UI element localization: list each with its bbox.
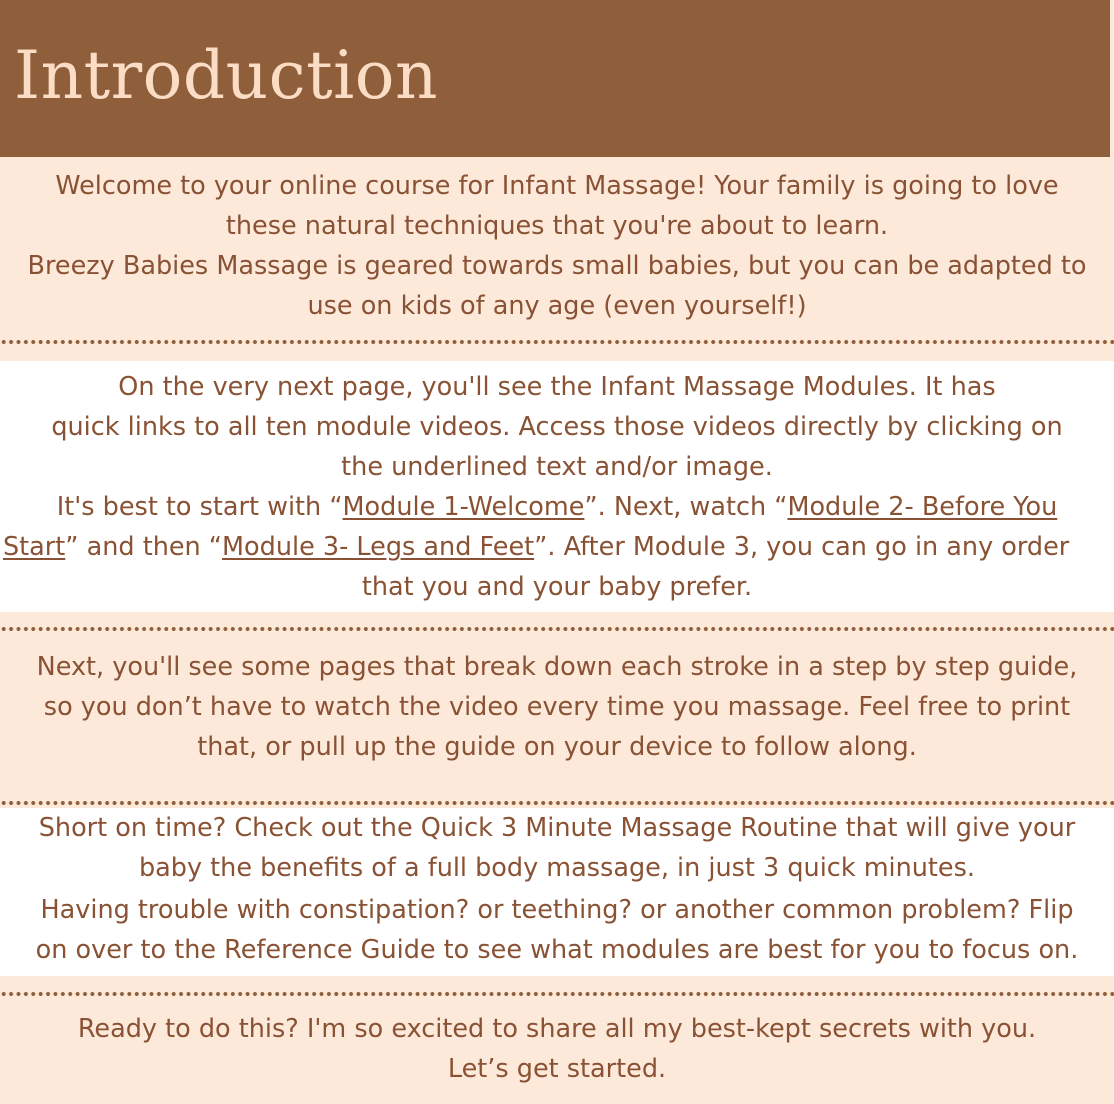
intro-section <box>0 166 1114 336</box>
modules-line-3: the underlined text and/or image. <box>341 452 773 482</box>
quick-line-1: Short on time? Check out the Quick 3 Minute Massage Routine that will give your <box>38 813 1076 843</box>
guide-line-2: so you don’t have to watch the video every time you massage. Feel free to print <box>43 692 1071 722</box>
module-2-before-you-start-link[interactable]: Module 2- Before You <box>787 492 1058 522</box>
closing-line-1: Ready to do this? I'm so excited to share all my best-kept secrets with you. <box>77 1014 1037 1044</box>
page-title: Introduction <box>14 37 438 114</box>
dotted-divider <box>0 625 1114 633</box>
guide-section <box>0 647 1114 797</box>
module-3-legs-and-feet-link[interactable]: Module 3- Legs and Feet <box>222 532 535 562</box>
guide-line-1: Next, you'll see some pages that break down each stroke in a step by step guide, <box>36 652 1078 682</box>
dotted-divider <box>0 990 1114 998</box>
guide-line-3: that, or pull up the guide on your device to follow along. <box>197 732 917 762</box>
modules-line-5 <box>2 527 1112 567</box>
intro-line-3: Breezy Babies Massage is geared towards small babies, but you can be adapted to <box>27 251 1087 281</box>
header-banner <box>0 0 1110 157</box>
modules-line-5-post: ”. After Module 3, you can go in any order <box>534 532 1070 562</box>
modules-line-6: that you and your baby prefer. <box>361 572 753 602</box>
modules-line-2: quick links to all ten module videos. Access those videos directly by clicking on <box>51 412 1063 442</box>
modules-line-5-mid: ” and then “ <box>65 532 223 562</box>
module-1-welcome-link[interactable]: Module 1-Welcome <box>342 492 585 522</box>
closing-line-2: Let’s get started. <box>447 1054 667 1084</box>
quick-routine-section <box>0 808 1114 976</box>
modules-line-4 <box>2 487 1112 527</box>
quick-line-2: baby the benefits of a full body massage, in just 3 quick minutes. <box>138 853 976 883</box>
modules-line-4-pre: It's best to start with “ <box>56 492 343 522</box>
intro-line-2: these natural techniques that you're about to learn. <box>225 211 889 241</box>
dotted-divider <box>0 799 1114 807</box>
module-2-before-you-start-link-continued[interactable]: Start <box>3 532 66 562</box>
quick-line-3: Having trouble with constipation? or teething? or another common problem? Flip <box>40 895 1074 925</box>
modules-line-4-mid: ”. Next, watch “ <box>584 492 788 522</box>
dotted-divider <box>0 338 1114 346</box>
modules-section <box>0 361 1114 612</box>
modules-line-1: On the very next page, you'll see the Infant Massage Modules. It has <box>118 372 996 402</box>
quick-line-4: on over to the Reference Guide to see what modules are best for you to focus on. <box>35 935 1079 965</box>
intro-line-1: Welcome to your online course for Infant Massage! Your family is going to love <box>55 171 1059 201</box>
closing-section <box>0 1009 1114 1104</box>
intro-line-4: use on kids of any age (even yourself!) <box>307 291 807 321</box>
